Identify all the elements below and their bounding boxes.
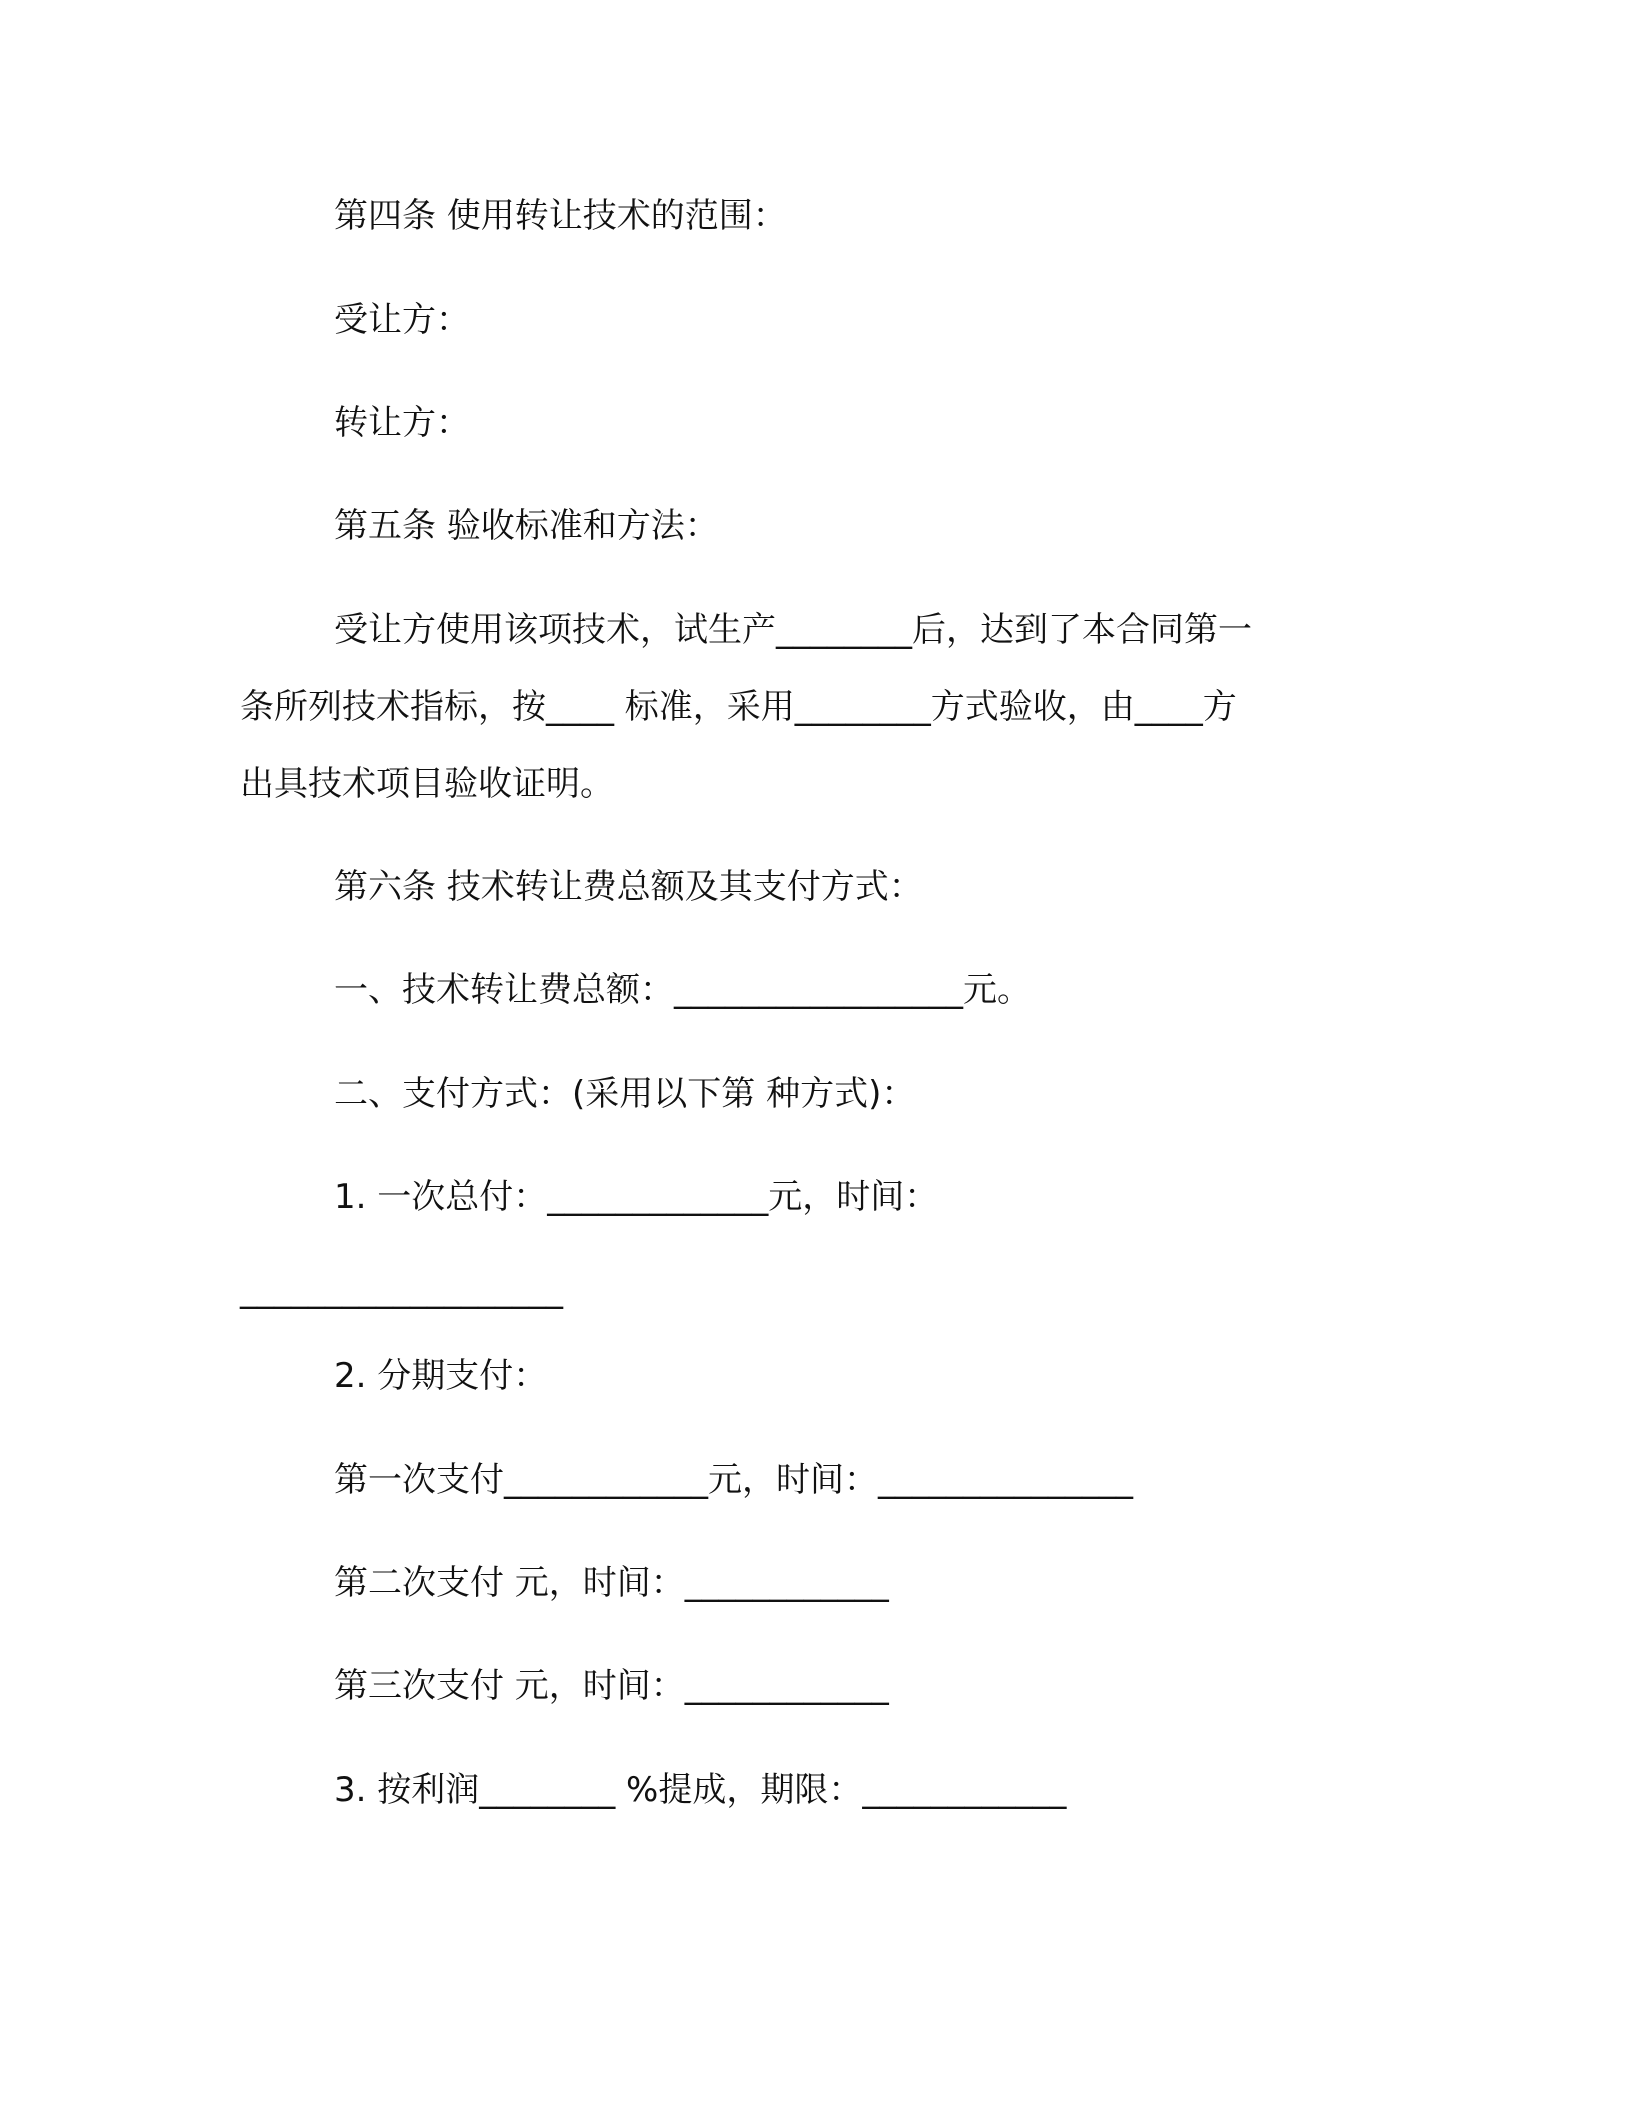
profit-share: 3. 按利润________ %提成，期限：____________ xyxy=(334,1770,1067,1810)
installment-second: 第二次支付 元，时间：____________ xyxy=(334,1563,889,1603)
article5-heading: 第五条 验收标准和方法： xyxy=(334,506,719,546)
article4-heading: 第四条 使用转让技术的范围： xyxy=(334,196,787,236)
article5-body-line3: 出具技术项目验收证明。 xyxy=(240,764,614,804)
lump-sum-line1: 1. 一次总付：_____________元，时间： xyxy=(334,1177,939,1217)
article5-body-line2: 条所列技术指标，按____ 标准，采用________方式验收，由____方 xyxy=(240,687,1237,727)
article4-transferor-label: 转让方： xyxy=(334,403,470,443)
article4-transferee-label: 受让方： xyxy=(334,300,470,340)
installment-third: 第三次支付 元，时间：____________ xyxy=(334,1666,889,1706)
article6-payment-method: 二、支付方式：(采用以下第 种方式)： xyxy=(334,1074,916,1114)
article5-body-line1: 受让方使用该项技术，试生产________后，达到了本合同第一 xyxy=(334,610,1252,650)
installment-first: 第一次支付____________元，时间：_______________ xyxy=(334,1460,1133,1500)
article6-total-amount: 一、技术转让费总额：_________________元。 xyxy=(334,970,1031,1010)
installment-heading: 2. 分期支付： xyxy=(334,1356,548,1396)
article6-heading: 第六条 技术转让费总额及其支付方式： xyxy=(334,867,923,907)
lump-sum-line2: ___________________ xyxy=(240,1270,563,1310)
